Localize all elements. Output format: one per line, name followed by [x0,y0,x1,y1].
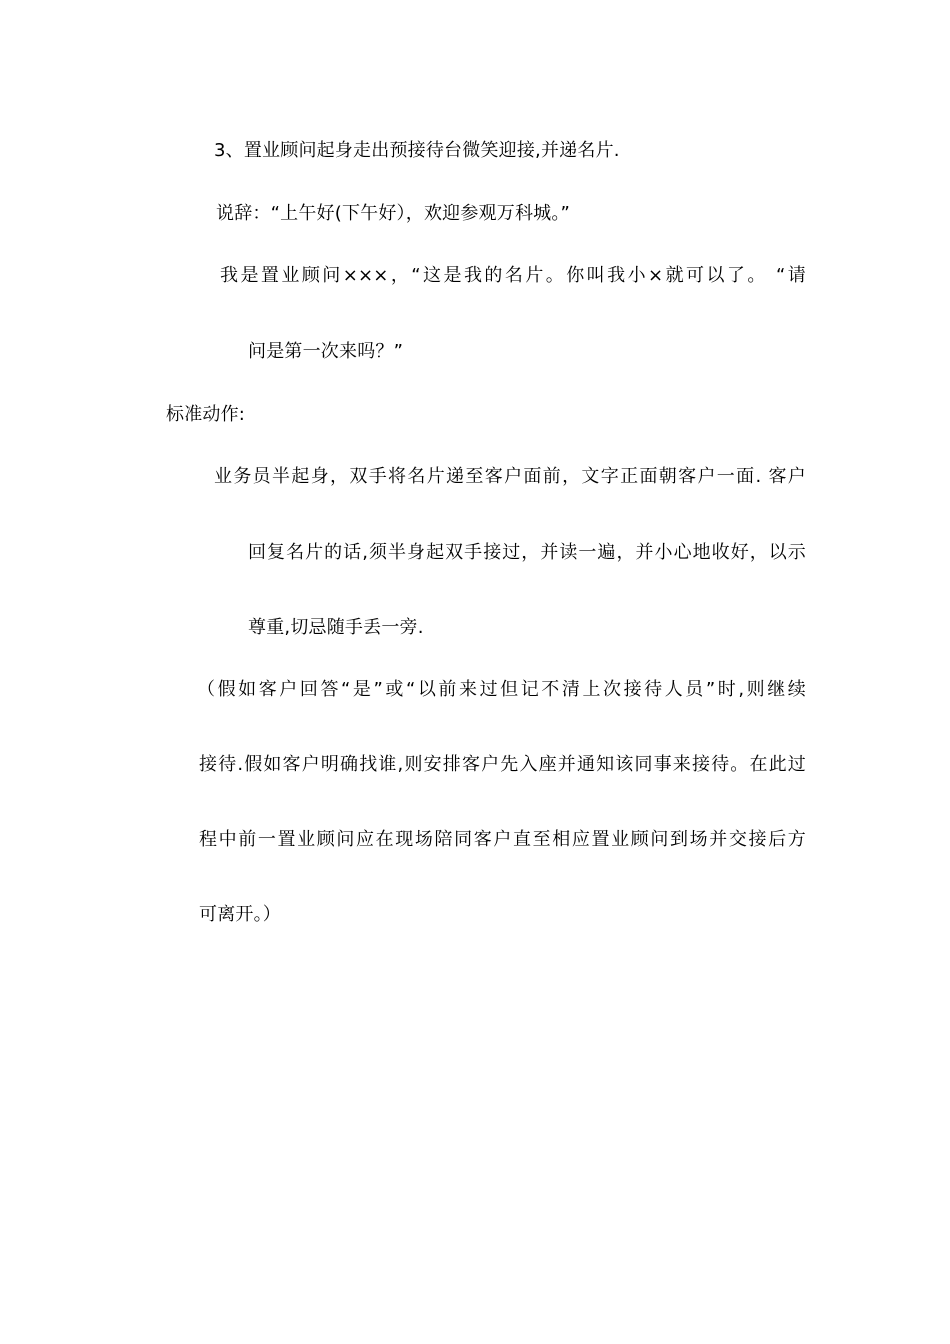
standard-action-line-1: 业务员半起身，双手将名片递至客户面前，文字正面朝客户一面. 客户 [214,466,806,487]
standard-action-line-2: 回复名片的话,须半身起双手接过，并读一遍，并小心地收好，以示 [248,542,806,563]
note-line-4: 可离开。） [199,904,281,925]
note-line-1: （假如客户回答“是”或“以前来过但记不清上次接待人员”时,则继续 [197,679,806,700]
step3-heading: 3、置业顾问起身走出预接待台微笑迎接,并递名片. [214,140,620,161]
speech-line-2: 我是置业顾问×××，“这是我的名片。你叫我小×就可以了。 “请 [220,265,806,286]
note-line-3: 程中前一置业顾问应在现场陪同客户直至相应置业顾问到场并交接后方 [199,829,806,850]
speech-line-1: 说辞：“上午好(下午好），欢迎参观万科城。” [216,203,571,224]
note-line-2: 接待.假如客户明确找谁,则安排客户先入座并通知该同事来接待。在此过 [199,754,806,775]
speech-line-3: 问是第一次来吗？” [248,341,404,362]
standard-action-label: 标准动作: [166,404,246,425]
standard-action-line-3: 尊重,切忌随手丢一旁. [248,617,424,638]
